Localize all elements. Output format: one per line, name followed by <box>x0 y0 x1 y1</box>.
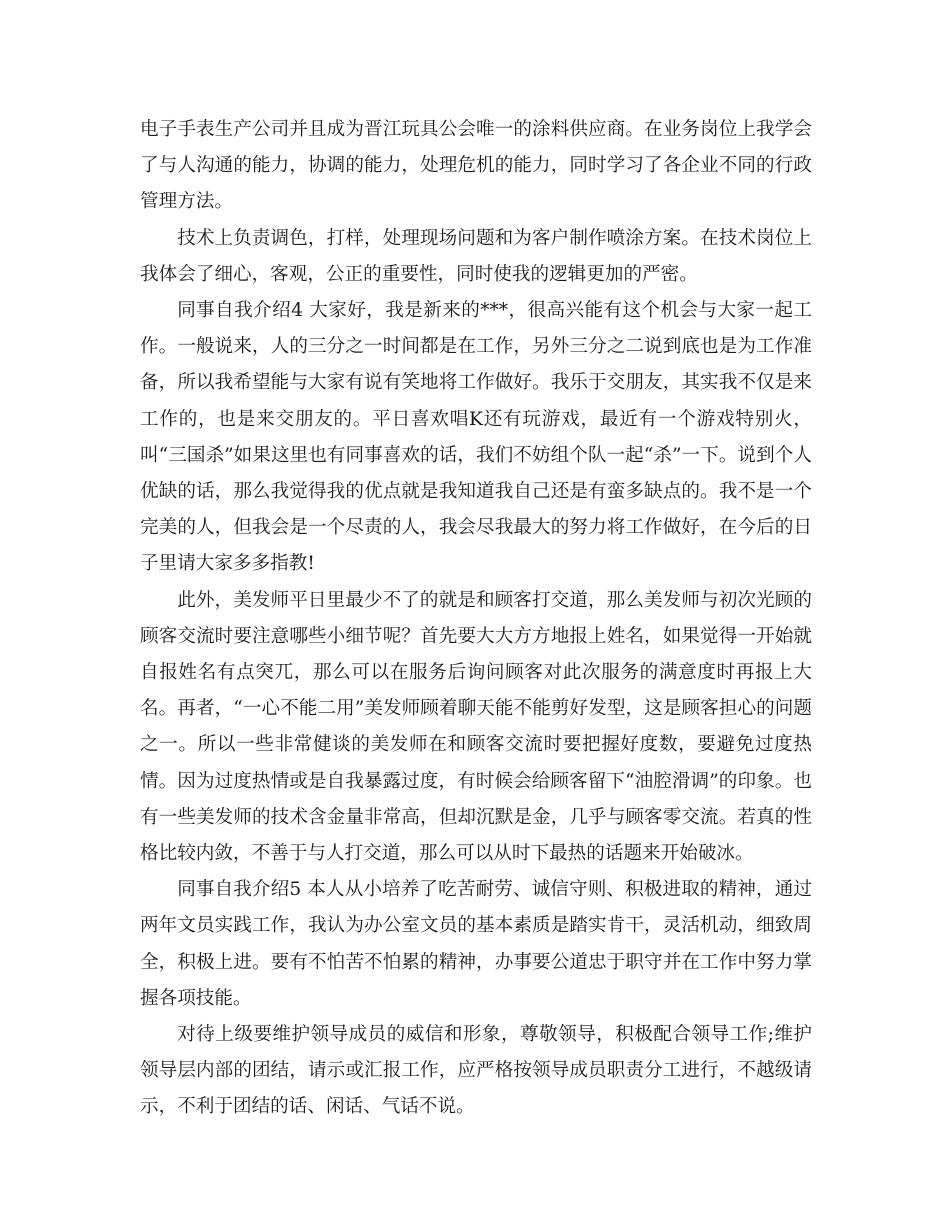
paragraph-2: 技术上负责调色，打样，处理现场问题和为客户制作喷涂方案。在技术岗位上我体会了细心，客观，公正的重要性，同时使我的逻辑更加的严密。 <box>140 227 812 285</box>
paragraph-4: 此外，美发师平日里最少不了的就是和顾客打交道，那么美发师与初次光顾的顾客交流时要注意哪些小细节呢？首先要大大方方地报上姓名，如果觉得一开始就自报姓名有点突兀，那么可以在服务后询问顾客对此次服务的满意度时再报上大名。再者，“一心不能二用”美发师顾着聊天能不能剪好发型，这是顾客担心的问题之一。所以一些非常健谈的美发师在和顾客交流时要把握好度数，要避免过度热情。因为过度热情或是自我暴露过度，有时候会给顾客留下“油腔滑调”的印象。也有一些美发师的技术含金量非常高，但却沉默是金，几乎与顾客零交流。若真的性格比较内敛，不善于与人打交道，那么可以从时下最热的话题来开始破冰。 <box>140 589 812 865</box>
paragraph-1: 电子手表生产公司并且成为晋江玩具公会唯一的涂料供应商。在业务岗位上我学会了与人沟通的能力，协调的能力，处理危机的能力，同时学习了各企业不同的行政管理方法。 <box>140 119 812 213</box>
document-body <box>140 112 812 1126</box>
paragraph-3: 同事自我介绍4 大家好，我是新来的***，很高兴能有这个机会与大家一起工作。一般说来，人的三分之一时间都是在工作，另外三分之二说到底也是为工作准备，所以我希望能与大家有说有笑地将工作做好。我乐于交朋友，其实我不仅是来工作的，也是来交朋友的。平日喜欢唱K还有玩游戏，最近有一个游戏特别火，叫“三国杀”如果这里也有同事喜欢的话，我们不妨组个队一起“杀”一下。说到个人优缺的话，那么我觉得我的优点就是我知道我自己还是有蛮多缺点的。我不是一个完美的人，但我会是一个尽责的人，我会尽我最大的努力将工作做好，在今后的日子里请大家多多指教! <box>140 300 812 575</box>
paragraph-5: 同事自我介绍5 本人从小培养了吃苦耐劳、诚信守则、积极进取的精神，通过两年文员实践工作，我认为办公室文员的基本素质是踏实肯干，灵活机动，细致周全，积极上进。要有不怕苦不怕累的精神，办事要公道忠于职守并在工作中努力掌握各项技能。 <box>140 879 812 1009</box>
paragraph-6: 对待上级要维护领导成员的威信和形象，尊敬领导，积极配合领导工作;维护领导层内部的团结，请示或汇报工作，应严格按领导成员职责分工进行，不越级请示，不利于团结的话、闲话、气话不说。 <box>140 1024 812 1118</box>
